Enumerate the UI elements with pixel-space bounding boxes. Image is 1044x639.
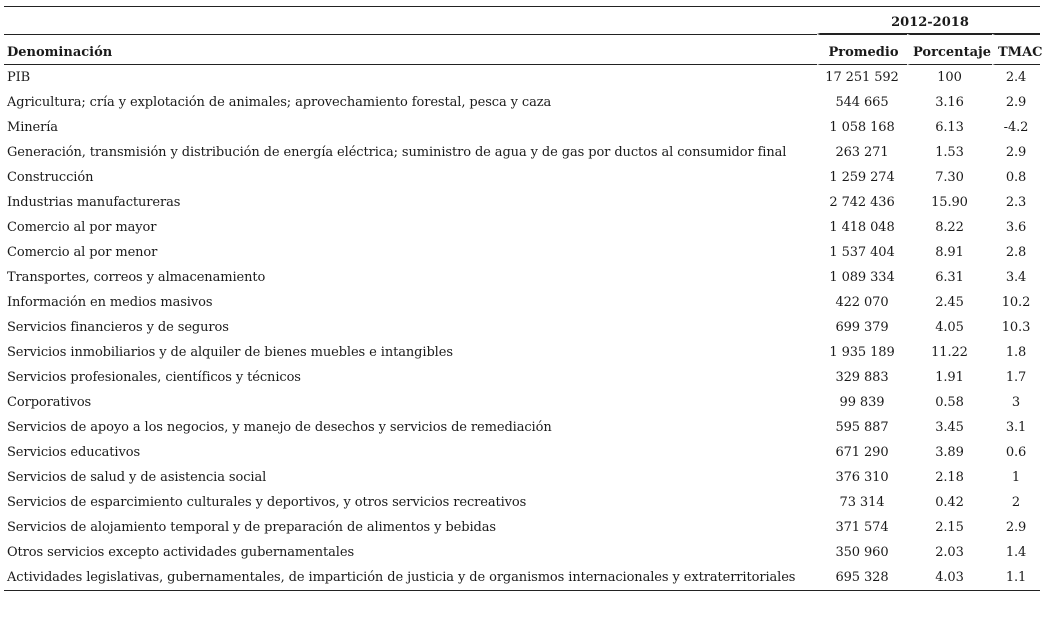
row-promedio: 1 537 404	[829, 245, 895, 260]
row-tmac: 0.6	[1005, 445, 1027, 460]
row-tmac: -4.2	[1003, 120, 1029, 135]
row-tmac: 2.8	[1005, 245, 1027, 260]
row-promedio: 544 665	[835, 95, 889, 110]
column-header-row	[4, 34, 1040, 65]
table-row	[4, 440, 1040, 465]
table-container	[4, 6, 1043, 591]
table-row	[4, 215, 1040, 240]
row-name: Comercio al por menor	[7, 245, 158, 260]
table-row	[4, 115, 1040, 140]
row-name: Servicios de alojamiento temporal y de preparación de alimentos y bebidas	[7, 520, 496, 535]
table-row	[4, 340, 1040, 365]
row-tmac: 10.3	[1001, 320, 1031, 335]
row-tmac: 1.8	[1005, 345, 1027, 360]
row-promedio: 376 310	[835, 470, 889, 485]
table-row	[4, 565, 1040, 591]
row-name: Industrias manufactureras	[7, 195, 181, 210]
row-name: PIB	[7, 70, 31, 85]
row-tmac: 0.8	[1005, 170, 1027, 185]
row-tmac: 10.2	[1001, 295, 1031, 310]
pib-table	[4, 6, 1043, 591]
table-row	[4, 315, 1040, 340]
row-name: Construcción	[7, 170, 94, 185]
row-promedio: 1 058 168	[829, 120, 895, 135]
table-row	[4, 390, 1040, 415]
row-promedio: 371 574	[835, 520, 889, 535]
row-tmac: 3.1	[1005, 420, 1027, 435]
row-tmac: 2.4	[1005, 70, 1027, 85]
row-tmac: 2.9	[1005, 95, 1027, 110]
row-tmac: 3.4	[1005, 270, 1027, 285]
row-name: Información en medios masivos	[7, 295, 213, 310]
row-promedio: 699 379	[835, 320, 889, 335]
row-name: Servicios de salud y de asistencia social	[7, 470, 267, 485]
table-row	[4, 265, 1040, 290]
row-porcentaje: 8.91	[935, 245, 964, 260]
row-tmac: 2.9	[1005, 145, 1027, 160]
row-name: Corporativos	[7, 395, 92, 410]
row-porcentaje: 3.89	[935, 445, 964, 460]
row-tmac: 2.9	[1005, 520, 1027, 535]
row-porcentaje: 0.42	[935, 495, 964, 510]
row-tmac: 1	[1011, 470, 1021, 485]
row-name: Servicios profesionales, científicos y técnicos	[7, 370, 301, 385]
row-promedio: 263 271	[835, 145, 889, 160]
row-porcentaje: 6.13	[935, 120, 964, 135]
row-porcentaje: 11.22	[931, 345, 968, 360]
row-name: Actividades legislativas, gubernamentales, de impartición de justicia y de organismos internacionales y extraterritoriales	[4, 565, 817, 591]
row-name: Otros servicios excepto actividades gubernamentales	[7, 545, 355, 560]
row-name: Comercio al por mayor	[7, 220, 157, 235]
row-porcentaje: 8.22	[935, 220, 964, 235]
table-row	[4, 515, 1040, 540]
row-porcentaje: 6.31	[935, 270, 964, 285]
header-denominacion: Denominación	[4, 34, 817, 65]
row-name: Servicios financieros y de seguros	[7, 320, 229, 335]
row-porcentaje: 2.45	[935, 295, 964, 310]
table-row	[4, 190, 1040, 215]
table-row	[4, 365, 1040, 390]
row-tmac: 1.7	[1005, 370, 1027, 385]
group-spacer	[4, 7, 817, 34]
table-row	[4, 240, 1040, 265]
table-row	[4, 465, 1040, 490]
row-promedio: 99 839	[839, 395, 885, 410]
row-name: Servicios educativos	[7, 445, 141, 460]
row-promedio: 595 887	[835, 420, 889, 435]
table-row	[4, 90, 1040, 115]
row-promedio: 1 259 274	[829, 170, 895, 185]
row-porcentaje: 3.45	[935, 420, 964, 435]
row-promedio: 350 960	[835, 545, 889, 560]
table-row	[4, 415, 1040, 440]
table-row	[4, 140, 1040, 165]
row-porcentaje: 2.03	[935, 545, 964, 560]
period-group-row	[4, 7, 1040, 34]
row-name: Servicios de esparcimiento culturales y deportivos, y otros servicios recreativos	[7, 495, 527, 510]
header-tmac: TMAC	[992, 34, 1040, 65]
row-porcentaje: 4.03	[907, 565, 992, 591]
row-tmac: 1.1	[992, 565, 1040, 591]
row-tmac: 1.4	[1005, 545, 1027, 560]
row-promedio: 17 251 592	[825, 70, 899, 85]
table-row	[4, 290, 1040, 315]
header-promedio: Promedio	[817, 34, 907, 65]
row-promedio: 1 418 048	[829, 220, 895, 235]
row-name: Minería	[7, 120, 58, 135]
row-name: Generación, transmisión y distribución de energía eléctrica; suministro de agua y de gas por ductos al consumidor final	[7, 145, 787, 160]
row-promedio: 422 070	[835, 295, 889, 310]
row-promedio: 1 089 334	[829, 270, 895, 285]
row-porcentaje: 100	[937, 70, 962, 85]
row-name: Servicios inmobiliarios y de alquiler de bienes muebles e intangibles	[7, 345, 453, 360]
row-promedio: 695 328	[817, 565, 907, 591]
row-tmac: 3	[1011, 395, 1021, 410]
row-porcentaje: 3.16	[935, 95, 964, 110]
row-porcentaje: 1.53	[935, 145, 964, 160]
row-promedio: 1 935 189	[829, 345, 895, 360]
row-porcentaje: 2.15	[935, 520, 964, 535]
row-promedio: 671 290	[835, 445, 889, 460]
row-porcentaje: 1.91	[935, 370, 964, 385]
row-tmac: 2	[1011, 495, 1021, 510]
row-porcentaje: 0.58	[935, 395, 964, 410]
row-porcentaje: 4.05	[935, 320, 964, 335]
table-row	[4, 65, 1040, 90]
row-tmac: 2.3	[1005, 195, 1027, 210]
row-promedio: 2 742 436	[829, 195, 895, 210]
table-row	[4, 165, 1040, 190]
table-row	[4, 490, 1040, 515]
row-porcentaje: 7.30	[935, 170, 964, 185]
row-promedio: 73 314	[839, 495, 885, 510]
row-porcentaje: 2.18	[935, 470, 964, 485]
row-tmac: 3.6	[1005, 220, 1027, 235]
row-name: Servicios de apoyo a los negocios, y manejo de desechos y servicios de remediación	[7, 420, 552, 435]
row-promedio: 329 883	[835, 370, 889, 385]
row-porcentaje: 15.90	[931, 195, 968, 210]
table-row	[4, 540, 1040, 565]
row-name: Agricultura; cría y explotación de animales; aprovechamiento forestal, pesca y caza	[7, 95, 552, 110]
header-porcentaje: Porcentaje	[907, 34, 992, 65]
period-header: 2012-2018	[817, 7, 1040, 34]
row-name: Transportes, correos y almacenamiento	[7, 270, 266, 285]
